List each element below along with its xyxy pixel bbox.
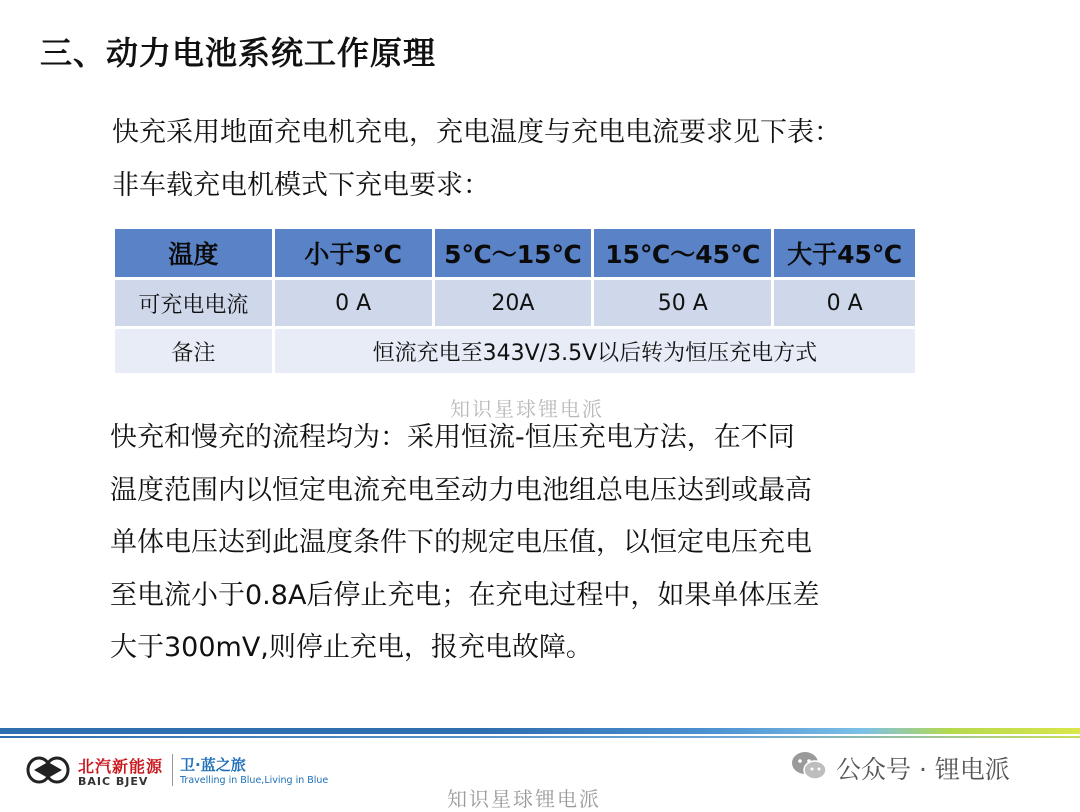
slogan-cn: 卫·蓝之旅 (180, 756, 246, 774)
table-header-cell: 小于5℃ (275, 229, 432, 277)
brand-name-cn: 北汽新能源 (78, 757, 164, 776)
watermark: 知识星球锂电派 (447, 787, 601, 811)
table-header-cell: 15℃～45℃ (594, 229, 771, 277)
table-header-cell: 大于45℃ (774, 229, 915, 277)
watermark: 知识星球锂电派 (450, 397, 604, 421)
wechat-icon (790, 750, 828, 782)
intro-line-2: 非车载充电机模式下充电要求： (112, 170, 490, 201)
table-note-cell: 恒流充电至343V/3.5V以后转为恒压充电方式 (275, 329, 915, 373)
baic-logo-icon (26, 752, 70, 788)
paragraph-line: 快充和慢充的流程均为：采用恒流-恒压充电方法，在不同 (110, 422, 795, 453)
footer-divider-bar (0, 728, 1080, 734)
table-header-cell: 温度 (115, 229, 272, 277)
table-cell: 可充电电流 (115, 280, 272, 326)
slide-title: 三、动力电池系统工作原理 (40, 34, 437, 72)
slogan-en: Travelling in Blue,Living in Blue (180, 775, 329, 786)
table-header-cell: 5℃～15℃ (435, 229, 592, 277)
table-cell: 备注 (115, 329, 272, 373)
logo-divider (172, 754, 173, 786)
brand-name-en: BAIC BJEV (78, 775, 149, 788)
table-cell: 0 A (774, 280, 915, 326)
intro-line-1: 快充采用地面充电机充电，充电温度与充电电流要求见下表： (112, 117, 841, 148)
table-header-row (115, 229, 915, 277)
paragraph-line: 至电流小于0.8A后停止充电；在充电过程中，如果单体压差 (110, 579, 820, 611)
footer-divider-line (0, 736, 1080, 738)
charging-requirements-table (112, 226, 918, 376)
paragraph-line: 大于300mV,则停止充电，报充电故障。 (110, 632, 593, 663)
account-label: 公众号 · 锂电派 (836, 755, 1010, 784)
table-cell: 0 A (275, 280, 432, 326)
paragraph-line: 温度范围内以恒定电流充电至动力电池组总电压达到或最高 (110, 474, 812, 506)
table-cell: 50 A (594, 280, 771, 326)
table-row (115, 280, 915, 326)
table-row (115, 329, 915, 373)
paragraph-line: 单体电压达到此温度条件下的规定电压值，以恒定电压充电 (110, 527, 812, 558)
table-cell: 20A (435, 280, 592, 326)
process-paragraph (110, 412, 910, 675)
